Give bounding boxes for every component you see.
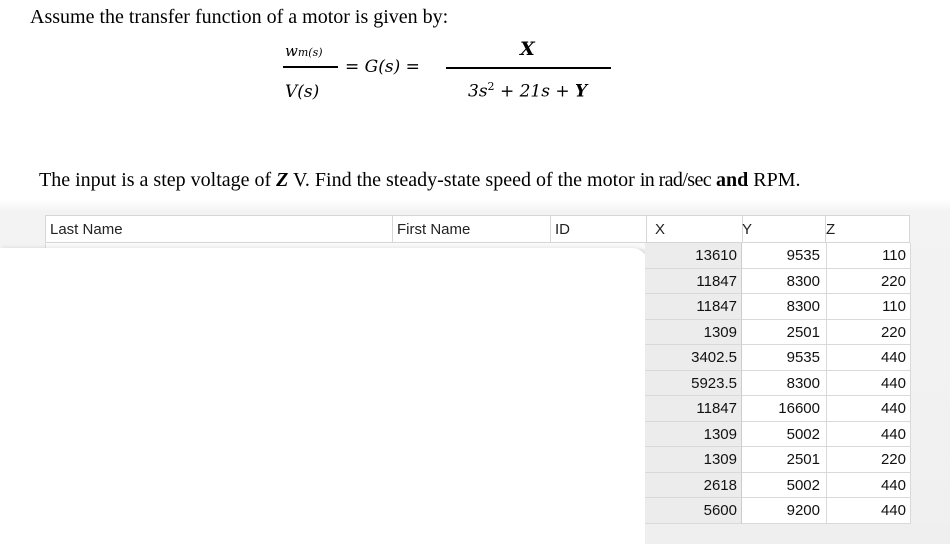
header-first-name: First Name [397, 221, 471, 238]
cell-z[interactable]: 220 [827, 320, 911, 346]
cell-x[interactable]: 1309 [645, 422, 742, 448]
cell-y[interactable]: 5002 [742, 473, 827, 499]
problem-question: The input is a step voltage of Z V. Find the steady-state speed of the motor in rad/sec and RPM. [39, 169, 801, 191]
header-id: ID [555, 221, 570, 238]
rhs-fraction-bar [446, 67, 611, 69]
header-z: Z [826, 221, 836, 238]
cell-z[interactable]: 110 [827, 294, 911, 320]
cell-y[interactable]: 5002 [742, 422, 827, 448]
cell-x[interactable]: 11847 [645, 396, 742, 422]
cell-x[interactable]: 13610 [645, 243, 742, 269]
lhs-fraction-bar [283, 66, 338, 68]
cell-y[interactable]: 9535 [742, 243, 827, 269]
cell-y[interactable]: 8300 [742, 371, 827, 397]
equation-rhs-denominator: $3s^2 + 21s + Y$ [468, 80, 588, 102]
cell-x[interactable]: 1309 [645, 320, 742, 346]
cell-z[interactable]: 440 [827, 371, 911, 397]
cell-z[interactable]: 440 [827, 345, 911, 371]
cell-x[interactable]: 3402.5 [645, 345, 742, 371]
equation-equals-g: = G(s) = [345, 57, 420, 77]
cell-z[interactable]: 440 [827, 422, 911, 448]
cell-y[interactable]: 2501 [742, 320, 827, 346]
cell-z[interactable]: 220 [827, 447, 911, 473]
cell-y[interactable]: 8300 [742, 269, 827, 295]
equation-lhs-numerator: wm(s) [285, 42, 323, 60]
cell-z[interactable]: 440 [827, 473, 911, 499]
table-header-row [45, 215, 910, 243]
cell-y[interactable]: 16600 [742, 396, 827, 422]
cell-y[interactable]: 2501 [742, 447, 827, 473]
cell-z[interactable]: 220 [827, 269, 911, 295]
header-y: Y [742, 221, 753, 238]
cell-z[interactable]: 440 [827, 396, 911, 422]
cell-x[interactable]: 2618 [645, 473, 742, 499]
overlay-panel [0, 248, 648, 544]
cell-x[interactable]: 5600 [645, 498, 742, 524]
header-last-name: Last Name [50, 221, 123, 238]
cell-x[interactable]: 1309 [645, 447, 742, 473]
cell-z[interactable]: 440 [827, 498, 911, 524]
cell-z[interactable]: 110 [827, 243, 911, 269]
cell-x[interactable]: 5923.5 [645, 371, 742, 397]
cell-y[interactable]: 8300 [742, 294, 827, 320]
cell-y[interactable]: 9535 [742, 345, 827, 371]
cell-x[interactable]: 11847 [645, 269, 742, 295]
cell-x[interactable]: 11847 [645, 294, 742, 320]
grid-bottom-shade [645, 524, 950, 544]
problem-intro: Assume the transfer function of a motor is given by: [30, 6, 449, 28]
equation-rhs-numerator: X [520, 38, 535, 60]
cell-y[interactable]: 9200 [742, 498, 827, 524]
header-x: X [655, 221, 666, 238]
equation-lhs-denominator: V(s) [285, 82, 320, 102]
